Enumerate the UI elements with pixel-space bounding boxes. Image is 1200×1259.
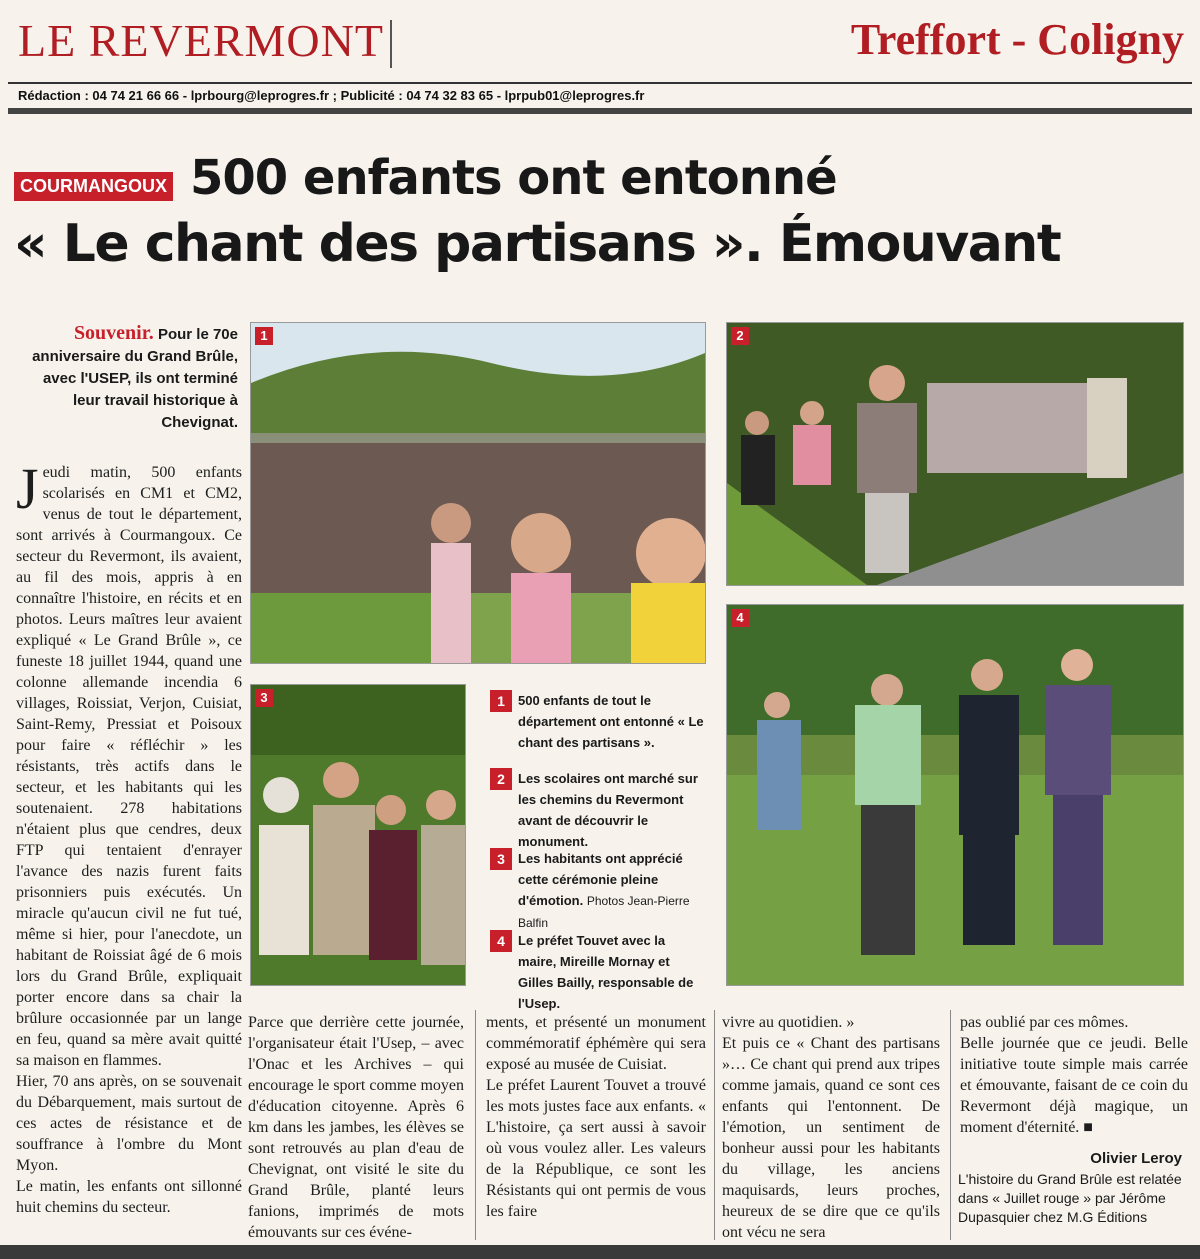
body-paragraph: pas oublié par ces mômes.	[960, 1014, 1129, 1031]
body-column-3	[486, 1012, 706, 1222]
caption-text: 500 enfants de tout le département ont entonné « Le chant des partisans ».	[518, 693, 704, 750]
body-column-5	[960, 1012, 1188, 1138]
section-name: LE REVERMONT	[18, 15, 384, 66]
body-column-1	[16, 456, 242, 1218]
standfirst-text: Pour le 70e anniversaire du Grand Brûle, avec l'USEP, ils ont terminé leur travail historique à Chevignat.	[32, 326, 238, 431]
body-column-4	[722, 1012, 940, 1243]
body-paragraph: eudi matin, 500 enfants scolarisés en CM1 et CM2, venus de tout le département, sont arrivés à Courmangoux. Ce secteur du Revermont, ils avaient, au fil des mois, appris à en connaître l'histoire, en récits et en photos. Leurs maîtres leur avaient expliqué « Le Grand Brûle », ce funeste 18 juillet 1944, quand une colonne allemande incendia 6 villages, Roissiat, Verjon, Cuisiat, Saint-Remy, Pressiat et Poisoux pour faire « réfléchir » les résistants, très actifs dans le secteur, et les habitants qui les soutenaient. 278 habitations n'étaient plus que cendres, deux FTP qui tentaient d'enrayer l'avance des nazis furent faits prisonniers puis exécutés. Un miracle qu'aucun civil ne fut tué, même si hier, pour l'anecdote, un habitant de Roissiat âgé de 6 mois lors du Grand Brûle, expliquait porter encore dans sa chair la brûlure occasionnée par un lange en feu, quand sa mère avait quitté sa maison en flammes.	[16, 464, 242, 1069]
book-note: L'histoire du Grand Brûle est relatée dans « Juillet rouge » par Jérôme Dupasquier chez M.G Éditions	[958, 1171, 1182, 1225]
body-paragraph: vivre au quotidien. »	[722, 1014, 855, 1031]
standfirst-lead: Souvenir.	[73, 322, 154, 344]
column-divider	[475, 1010, 476, 1240]
photo-1	[250, 322, 706, 664]
caption-text: Le préfet Touvet avec la maire, Mireille Mornay et Gilles Bailly, responsable de l'Usep.	[518, 933, 694, 1011]
page-bottom-band	[0, 1245, 1200, 1259]
caption-2	[490, 768, 712, 852]
body-paragraph: ments, et présenté un monument commémoratif éphémère qui sera exposé au musée de Cuisiat.	[486, 1014, 706, 1073]
caption-text: Les scolaires ont marché sur les chemins du Revermont avant de découvrir le monument.	[518, 771, 698, 849]
drop-cap: J	[16, 456, 39, 521]
body-paragraph: Le préfet Laurent Touvet a trouvé les mots justes face aux enfants. « L'histoire, ça sert aussi à savoir où vous voulez aller. Les valeurs de la République, ce sont les Résistants qui ont permis de vous les faire	[486, 1077, 706, 1220]
photo-4-image	[727, 605, 1183, 985]
header-bottom-rule	[8, 108, 1192, 114]
caption-text: Les habitants ont apprécié cette cérémonie pleine d'émotion.	[518, 851, 683, 908]
standfirst	[16, 322, 238, 434]
body-paragraph: Belle journée que ce jeudi. Belle initiative toute simple mais carrée et émouvante, faisant de ce coin du Revermont déjà magique, un moment d'éternité. ■	[960, 1035, 1188, 1136]
caption-number: 1	[490, 690, 512, 712]
photo-2-image	[727, 323, 1183, 585]
caption-3	[490, 848, 712, 934]
caption-number: 4	[490, 930, 512, 952]
photo-3-image	[251, 685, 465, 985]
photo-3	[250, 684, 466, 986]
photo-2	[726, 322, 1184, 586]
author-signature: Olivier Leroy	[1090, 1150, 1182, 1167]
photo-credit: Photos Jean-Pierre Balfin	[518, 894, 690, 930]
photo-number: 1	[255, 327, 273, 345]
section-town: Treffort - Coligny	[850, 15, 1184, 64]
caption-number: 2	[490, 768, 512, 790]
column-divider	[950, 1010, 951, 1240]
body-paragraph: Parce que derrière cette journée, l'organisateur était l'Usep, – avec l'Onac et les Archives – qui encourage le sport comme moyen d'éducation citoyenne. Après 6 km dans les jambes, les élèves se sont retrouvés au plan d'eau de Chevignat, ont visité le site du Grand Brûle, planté leurs fanions, imprimés de mots émouvants sur ces événe-	[248, 1014, 464, 1241]
photo-number: 3	[255, 689, 273, 707]
caption-1	[490, 690, 712, 753]
body-paragraph: Hier, 70 ans après, on se souvenait du Débarquement, mais surtout de ces actes de résistance et de souffrance à l'ombre du Mont Myon.	[16, 1073, 242, 1174]
photo-4	[726, 604, 1184, 986]
body-column-2	[248, 1012, 464, 1243]
body-paragraph: Le matin, les enfants ont sillonné huit chemins du secteur.	[16, 1178, 242, 1216]
header-divider	[390, 20, 392, 68]
headline: 500 enfants ont entonné	[190, 150, 837, 206]
photo-number: 2	[731, 327, 749, 345]
contact-line: Rédaction : 04 74 21 66 66 - lprbourg@leprogres.fr ; Publicité : 04 74 32 83 65 - lprpub01@leprogres.fr	[18, 88, 645, 103]
photo-1-image	[251, 323, 705, 663]
kicker: COURMANGOUX	[14, 172, 173, 201]
column-divider	[714, 1010, 715, 1240]
photo-number: 4	[731, 609, 749, 627]
body-paragraph: Et puis ce « Chant des partisans »… Ce chant qui prend aux tripes comme jamais, quand ce sont ces enfants qui l'entonnent. De l'émotion, un sentiment de bonheur aussi pour les habitants du village, les anciens maquisards, leurs proches, heureux de se dire que ce qu'ils ont vécu ne sera	[722, 1035, 940, 1241]
caption-number: 3	[490, 848, 512, 870]
headline-line-2: « Le chant des partisans ». Émouvant	[14, 214, 1061, 274]
header-rule	[8, 82, 1192, 84]
caption-4	[490, 930, 712, 1014]
